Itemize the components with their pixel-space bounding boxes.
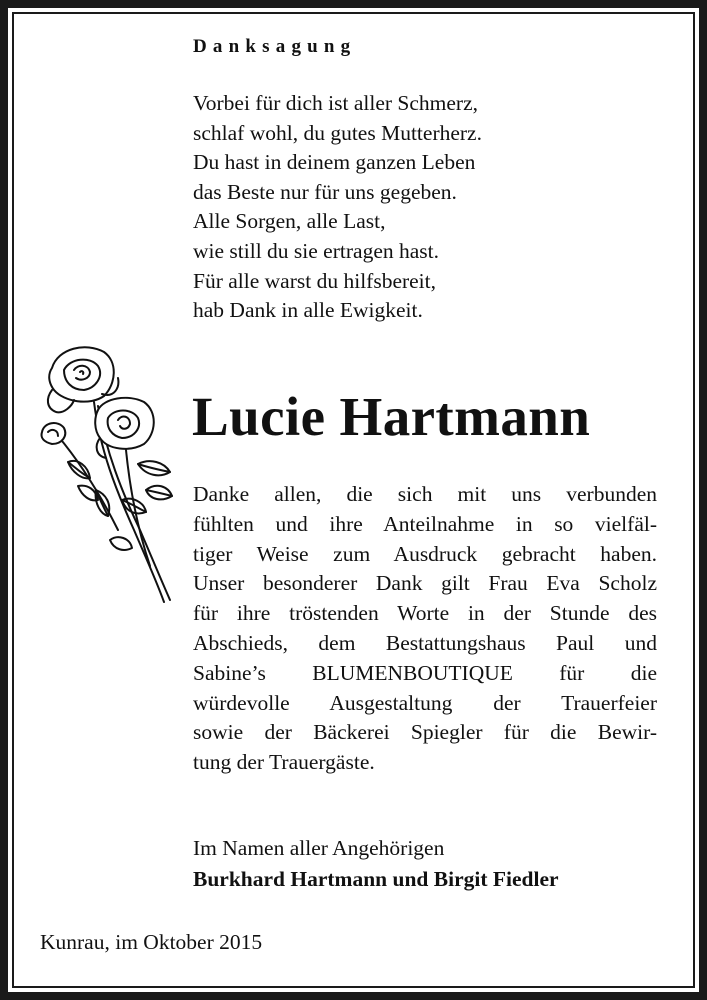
thanks-line: Danke allen, die sich mit uns verbunden <box>193 482 657 506</box>
notice-heading: Danksagung <box>193 36 357 57</box>
roses-illustration <box>38 340 176 612</box>
poem-line: das Beste nur für uns gegeben. <box>193 179 457 204</box>
deceased-name: Lucie Hartmann <box>192 386 591 447</box>
thanks-line: Unser besonderer Dank gilt Frau Eva Scholz <box>193 571 657 596</box>
poem-line: schlaf wohl, du gutes Mutterherz. <box>193 120 482 145</box>
poem <box>193 89 482 326</box>
thanks-line: fühlten und ihre Anteilnahme in so vielfäl- <box>193 511 657 536</box>
signature-names: Burkhard Hartmann und Birgit Fiedler <box>193 867 559 891</box>
thanks-line: würdevolle Ausgestaltung der Trauerfeier <box>193 690 657 715</box>
thanks-line: Sabine’s BLUMENBOUTIQUE für die <box>193 660 657 685</box>
poem-line: Für alle warst du hilfsbereit, <box>193 268 437 293</box>
thanks-line: tung der Trauergäste. <box>193 750 375 775</box>
thanks-line: für ihre tröstenden Worte in der Stunde des <box>193 601 657 626</box>
place-date: Kunrau, im Oktober 2015 <box>40 930 263 954</box>
signature-intro: Im Namen aller Angehörigen <box>193 836 445 860</box>
poem-line: Du hast in deinem ganzen Leben <box>193 150 476 175</box>
thanks-line: sowie der Bäckerei Spiegler für die Bewir- <box>193 720 657 745</box>
thanks-line: tiger Weise zum Ausdruck gebracht haben. <box>193 541 657 566</box>
poem-line: hab Dank in alle Ewigkeit. <box>193 298 423 323</box>
poem-line: Vorbei für dich ist aller Schmerz, <box>193 91 478 115</box>
poem-line: wie still du sie ertragen hast. <box>193 238 439 263</box>
thanks-line: Abschieds, dem Bestattungshaus Paul und <box>193 630 657 655</box>
poem-line: Alle Sorgen, alle Last, <box>193 209 386 234</box>
thanks-paragraph <box>193 480 657 778</box>
